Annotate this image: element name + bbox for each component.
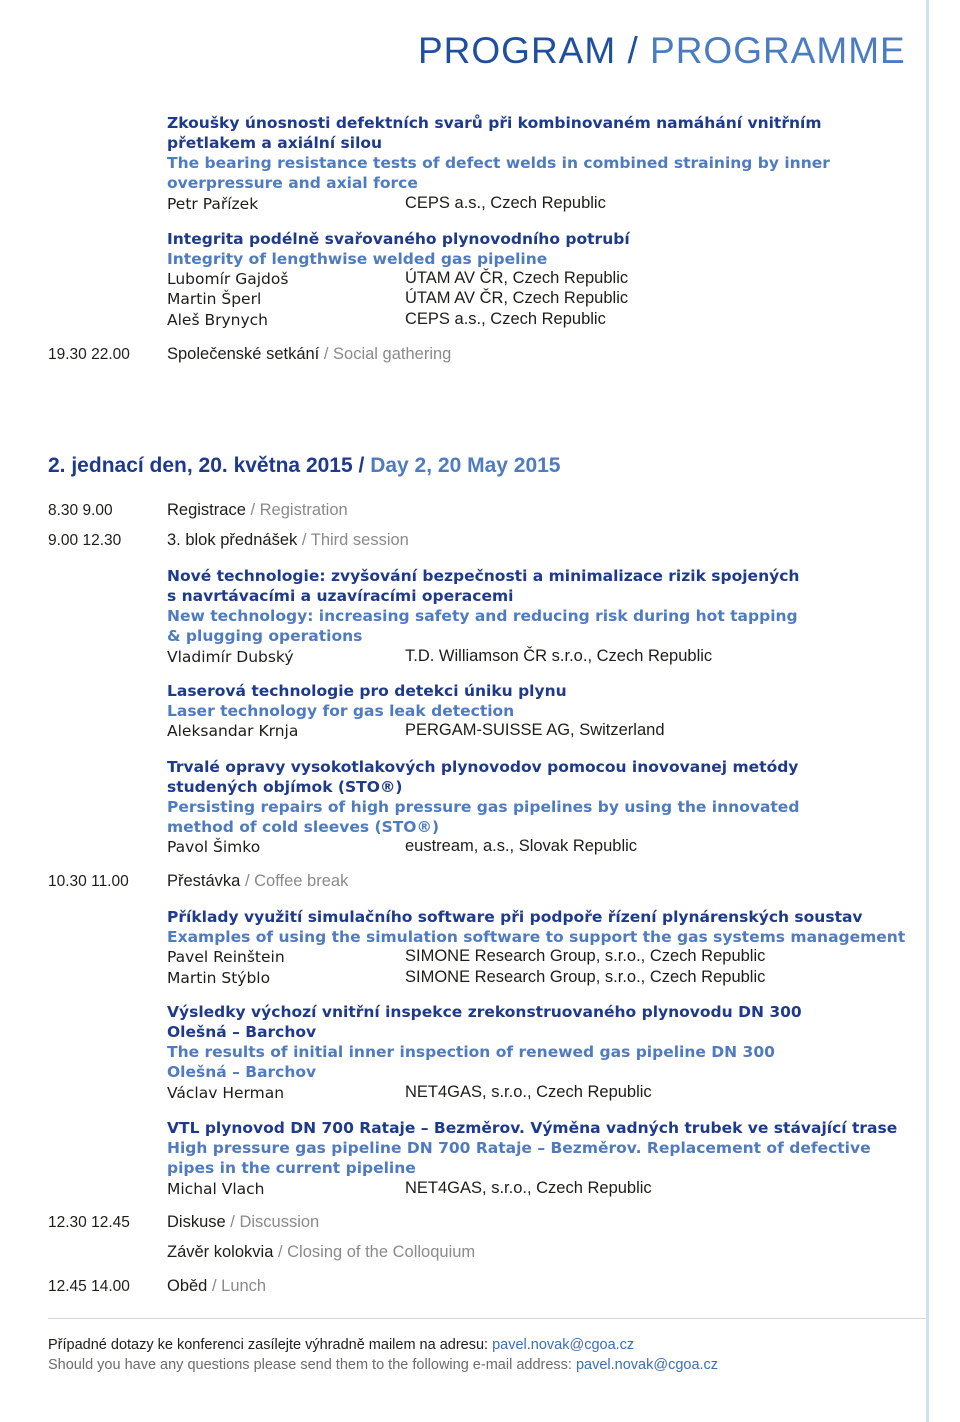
event-cz: Závěr kolokvia: [167, 1243, 274, 1261]
speaker-name: Lubomír Gajdoš: [167, 270, 289, 288]
speaker-affiliation: PERGAM-SUISSE AG, Switzerland: [405, 721, 665, 739]
talk-title-cz: Nové technologie: zvyšování bezpečnosti a minimalizace rizik spojených: [167, 567, 800, 585]
talk-title-cz: Integrita podélně svařovaného plynovodního potrubí: [167, 230, 630, 248]
footer-contact-en: [48, 1357, 718, 1373]
talk-title-cz: přetlakem a axiální silou: [167, 134, 383, 152]
speaker-name: Aleš Brynych: [167, 311, 268, 329]
speaker-name: Michal Vlach: [167, 1180, 265, 1198]
event-sep: /: [319, 345, 334, 363]
speaker-affiliation: ÚTAM AV ČR, Czech Republic: [405, 269, 629, 287]
footer-text-en: Should you have any questions please send them to the following e-mail address:: [48, 1357, 576, 1373]
event-coffee: [167, 872, 348, 891]
footer-divider: [48, 1318, 926, 1319]
talk-title-en: Examples of using the simulation software to support the gas systems management: [167, 928, 906, 946]
time-slot: 8.30 9.00: [48, 502, 113, 519]
speaker-affiliation: ÚTAM AV ČR, Czech Republic: [405, 289, 629, 307]
page-title: [418, 30, 906, 72]
event-sep: /: [240, 872, 255, 890]
event-sep: /: [297, 531, 311, 549]
time-slot: 9.00 12.30: [48, 532, 122, 549]
speaker-affiliation: NET4GAS, s.r.o., Czech Republic: [405, 1179, 652, 1197]
talk-title-en: Olešná – Barchov: [167, 1063, 317, 1081]
event-sep: /: [245, 501, 260, 519]
speaker-name: Pavol Šimko: [167, 838, 261, 856]
event-en: Discussion: [239, 1213, 320, 1231]
event-discussion: [167, 1213, 319, 1232]
event-sep: /: [207, 1277, 222, 1295]
day-heading-cz: 2. jednací den, 20. května 2015: [48, 454, 353, 477]
day-heading: [48, 454, 561, 478]
email-link[interactable]: pavel.novak@cgoa.cz: [575, 1357, 719, 1373]
speaker-name: Martin Stýblo: [167, 969, 271, 987]
event-en: Lunch: [221, 1277, 267, 1295]
talk-title-en: method of cold sleeves (STO®): [167, 818, 440, 836]
speaker-affiliation: T.D. Williamson ČR s.r.o., Czech Republic: [405, 647, 713, 665]
speaker-name: Martin Šperl: [167, 290, 262, 308]
speaker-affiliation: eustream, a.s., Slovak Republic: [405, 837, 638, 855]
talk-title-cz: Laserová technologie pro detekci úniku plynu: [167, 682, 567, 700]
event-sep: /: [225, 1213, 240, 1231]
event-cz: Diskuse: [167, 1213, 226, 1231]
speaker-name: Václav Herman: [167, 1084, 285, 1102]
speaker-affiliation: NET4GAS, s.r.o., Czech Republic: [405, 1083, 652, 1101]
day-heading-en: Day 2, 20 May 2015: [370, 454, 561, 477]
talk-title-en: New technology: increasing safety and reducing risk during hot tapping: [167, 607, 798, 625]
event-registration: [167, 501, 348, 520]
talk-title-en: Integrity of lengthwise welded gas pipeline: [167, 250, 548, 268]
talk-title-cz: s navrtávacími a uzavíracími operacemi: [167, 587, 514, 605]
talk-title-cz: Výsledky výchozí vnitřní inspekce zrekonstruovaného plynovodu DN 300: [167, 1003, 802, 1021]
event-session: [167, 531, 409, 550]
title-cz: PROGRAM: [418, 30, 617, 71]
speaker-affiliation: SIMONE Research Group, s.r.o., Czech Republic: [405, 968, 766, 986]
speaker-affiliation: CEPS a.s., Czech Republic: [405, 194, 606, 212]
event-cz: Oběd: [167, 1277, 208, 1295]
speaker-name: Vladimír Dubský: [167, 648, 294, 666]
time-slot: 12.45 14.00: [48, 1278, 130, 1295]
event-en: Closing of the Colloquium: [287, 1243, 476, 1261]
talk-title-cz: Zkoušky únosnosti defektních svarů při kombinovaném namáhání vnitřním: [167, 114, 822, 132]
title-separator: /: [627, 30, 639, 71]
talk-title-en: pipes in the current pipeline: [167, 1159, 416, 1177]
event-cz: Společenské setkání: [167, 345, 320, 363]
event-cz: Registrace: [167, 501, 246, 519]
right-margin-rule: [926, 0, 929, 1422]
speaker-name: Pavel Reinštein: [167, 948, 285, 966]
talk-title-cz: Olešná – Barchov: [167, 1023, 317, 1041]
speaker-affiliation: CEPS a.s., Czech Republic: [405, 310, 606, 328]
footer-contact-cz: [48, 1337, 634, 1353]
event-en: Social gathering: [333, 345, 452, 363]
event-cz: 3. blok přednášek: [167, 531, 298, 549]
title-en: PROGRAMME: [650, 30, 906, 71]
talk-title-cz: studených objímok (STO®): [167, 778, 403, 796]
time-slot: 12.30 12.45: [48, 1214, 130, 1231]
footer-text-cz: Případné dotazy ke konferenci zasílejte výhradně mailem na adresu:: [48, 1337, 493, 1353]
event-closing: [167, 1243, 475, 1262]
time-slot: 10.30 11.00: [48, 873, 129, 890]
event-lunch: [167, 1277, 266, 1296]
talk-title-en: overpressure and axial force: [167, 174, 418, 192]
event-sep: /: [273, 1243, 288, 1261]
event-en: Third session: [310, 531, 409, 549]
event-en: Registration: [259, 501, 348, 519]
event-social: [167, 345, 451, 364]
talk-title-en: The results of initial inner inspection of renewed gas pipeline DN 300: [167, 1043, 775, 1061]
talk-title-en: & plugging operations: [167, 627, 363, 645]
talk-title-cz: Trvalé opravy vysokotlakových plynovodov pomocou inovovanej metódy: [167, 758, 799, 776]
event-cz: Přestávka: [167, 872, 241, 890]
speaker-affiliation: SIMONE Research Group, s.r.o., Czech Republic: [405, 947, 766, 965]
email-link[interactable]: pavel.novak@cgoa.cz: [492, 1337, 635, 1353]
talk-title-en: High pressure gas pipeline DN 700 Rataje – Bezměrov. Replacement of defective: [167, 1139, 871, 1157]
talk-title-cz: VTL plynovod DN 700 Rataje – Bezměrov. Výměna vadných trubek ve stávající trase: [167, 1119, 898, 1137]
speaker-name: Aleksandar Krnja: [167, 722, 299, 740]
time-slot: 19.30 22.00: [48, 346, 130, 363]
talk-title-cz: Příklady využití simulačního software při podpoře řízení plynárenských soustav: [167, 908, 863, 926]
speaker-name: Petr Pařízek: [167, 195, 259, 213]
talk-title-en: Laser technology for gas leak detection: [167, 702, 515, 720]
talk-title-en: The bearing resistance tests of defect welds in combined straining by inner: [167, 154, 830, 172]
event-en: Coffee break: [254, 872, 349, 890]
talk-title-en: Persisting repairs of high pressure gas pipelines by using the innovated: [167, 798, 800, 816]
day-heading-sep: /: [352, 454, 371, 477]
